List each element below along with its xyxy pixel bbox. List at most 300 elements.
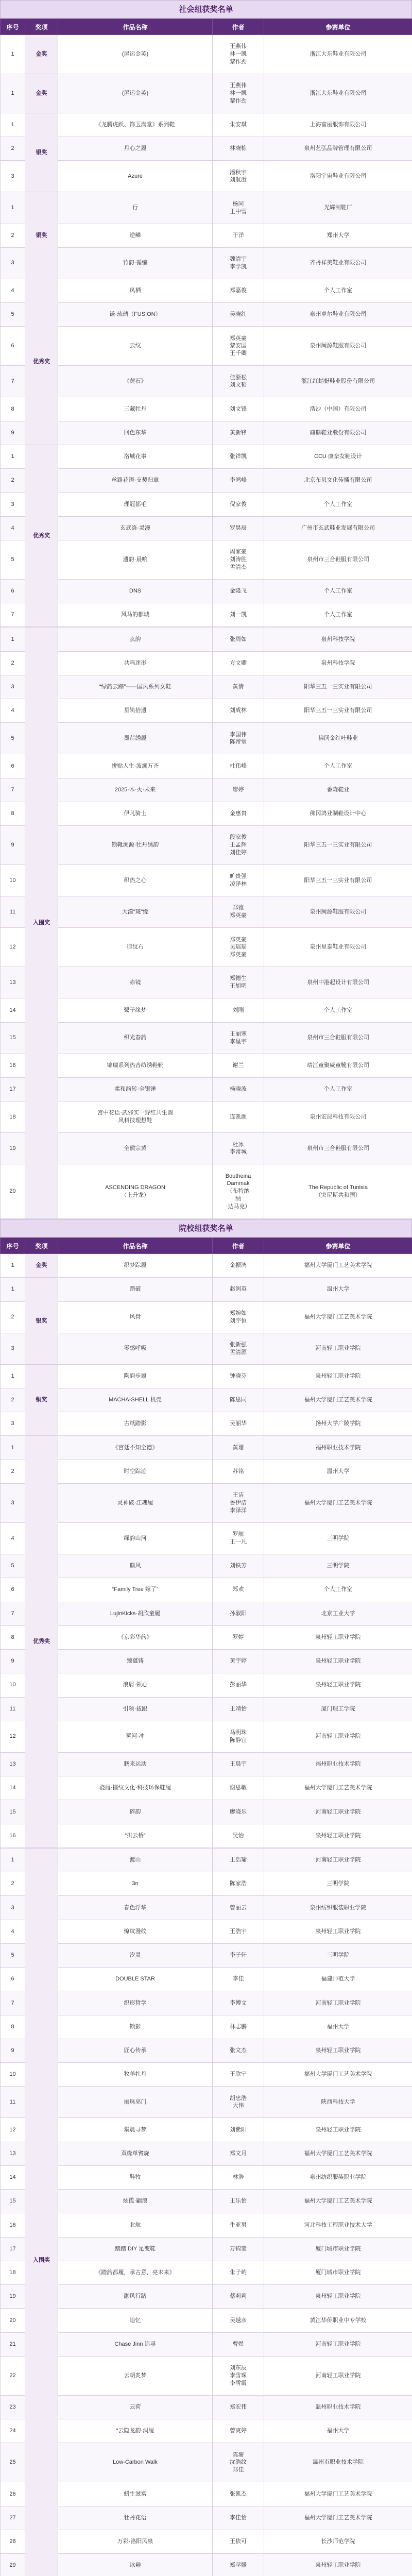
table-row bbox=[1, 2309, 412, 2332]
work-title: 竹韵·循编 bbox=[58, 247, 213, 279]
author: 张周如 bbox=[213, 628, 264, 651]
row-index: 16 bbox=[1, 2213, 25, 2237]
table-row bbox=[1, 865, 412, 896]
award-level: 金奖 bbox=[25, 35, 58, 74]
table-row bbox=[1, 1991, 412, 2015]
author: 王浩瑜 bbox=[213, 1848, 264, 1872]
table-row bbox=[1, 540, 412, 579]
organization: 泉州轻工职业学院 bbox=[264, 2554, 412, 2576]
work-title: “云隐龙韵·洞履 bbox=[58, 2419, 213, 2443]
column-header: 参赛单位 bbox=[264, 19, 412, 35]
table-row bbox=[1, 1650, 412, 1673]
work-title: 零感呼吸 bbox=[58, 1333, 213, 1364]
author: 罗航 王一凡 bbox=[213, 1522, 264, 1554]
column-header: 奖项 bbox=[25, 19, 58, 35]
work-title: 行 bbox=[58, 192, 213, 224]
row-index: 9 bbox=[1, 2039, 25, 2062]
organization: 河南轻工职业学院 bbox=[264, 1991, 412, 2015]
organization: 福州大学厦门工艺美术学院 bbox=[264, 2063, 412, 2087]
work-title: 律纹石 bbox=[58, 928, 213, 967]
author: 张新强 孟清源 bbox=[213, 1333, 264, 1364]
author: 吴怡 bbox=[213, 1824, 264, 1848]
section-title: 院校组获奖名单 bbox=[0, 1219, 412, 1238]
work-title: 鞋牧 bbox=[58, 2165, 213, 2189]
work-title: 骁履·擂纹文化·科技环保鞋履 bbox=[58, 1776, 213, 1800]
row-index: 6 bbox=[1, 579, 25, 603]
award-level: 入围奖 bbox=[25, 628, 58, 1219]
author: 连凯颜 bbox=[213, 1101, 264, 1133]
row-index: 3 bbox=[1, 1333, 25, 1364]
table-row bbox=[1, 1896, 412, 1920]
row-index: 5 bbox=[1, 303, 25, 327]
column-header: 序号 bbox=[1, 1238, 25, 1254]
award-level: 铜奖 bbox=[25, 1364, 58, 1436]
organization: 泉州轻工职业学院 bbox=[264, 1920, 412, 1943]
author: 王欣宁 bbox=[213, 2063, 264, 2087]
table-row bbox=[1, 2142, 412, 2165]
row-index: 25 bbox=[1, 2443, 25, 2482]
work-title: 丹心之履 bbox=[58, 137, 213, 161]
author: 郑嘉俊 bbox=[213, 279, 264, 302]
author: 周家豪 刘涛胜 孟清杰 bbox=[213, 540, 264, 579]
table-row bbox=[1, 628, 412, 651]
author: 吴晓红 bbox=[213, 303, 264, 327]
table-row bbox=[1, 1752, 412, 1776]
row-index: 1 bbox=[1, 1436, 25, 1460]
table-row bbox=[1, 1602, 412, 1625]
column-header: 奖项 bbox=[25, 1238, 58, 1254]
row-index: 8 bbox=[1, 1625, 25, 1649]
row-index: 2 bbox=[1, 137, 25, 161]
author: 王丽寒 李星宇 bbox=[213, 1022, 264, 1054]
author: 谢兰 bbox=[213, 1054, 264, 1077]
table-row bbox=[1, 2118, 412, 2142]
organization: 浙江红蜻蜓鞋业股份有限公司 bbox=[264, 366, 412, 397]
row-index: 1 bbox=[1, 628, 25, 651]
work-title: 集晨寻梦 bbox=[58, 2118, 213, 2142]
table-row bbox=[1, 2506, 412, 2530]
row-index: 1 bbox=[1, 35, 25, 74]
organization: 佛冈金红叶鞋业 bbox=[264, 723, 412, 754]
row-index: 5 bbox=[1, 1943, 25, 1967]
organization: 泉州卓尔鞋业有限公司 bbox=[264, 303, 412, 327]
organization: 泉州闽源鞋服有限公司 bbox=[264, 896, 412, 928]
work-title: LujinKicks·胡欣童履 bbox=[58, 1602, 213, 1625]
table-row bbox=[1, 2395, 412, 2419]
award-level: 银奖 bbox=[25, 113, 58, 192]
author: 赵润英 bbox=[213, 1278, 264, 1301]
row-index: 3 bbox=[1, 1483, 25, 1522]
organization: 温州大学 bbox=[264, 1460, 412, 1483]
work-title: 时空踪迹 bbox=[58, 1460, 213, 1483]
row-index: 1 bbox=[1, 1848, 25, 1872]
section-title: 社会组获奖名单 bbox=[0, 0, 412, 19]
table-row bbox=[1, 826, 412, 865]
organization: 番森鞋业 bbox=[264, 778, 412, 802]
row-index: 26 bbox=[1, 2482, 25, 2506]
table-row bbox=[1, 2332, 412, 2356]
author: 李鸿峰 bbox=[213, 469, 264, 493]
table-row bbox=[1, 137, 412, 161]
work-title: 织形哲学 bbox=[58, 1991, 213, 2015]
work-title: 臻蕴铸 bbox=[58, 1650, 213, 1673]
row-index: 7 bbox=[1, 1991, 25, 2015]
organization: 福州大学厦门工艺美术学院 bbox=[264, 1301, 412, 1333]
work-title: 《踏韵都履，承古意，亮未来》 bbox=[58, 2261, 213, 2284]
work-title: 锦瑞系列热音纺绣鞋靴 bbox=[58, 1054, 213, 1077]
table-row bbox=[1, 1133, 412, 1164]
work-title: 云朝炙梦 bbox=[58, 2356, 213, 2395]
row-index: 10 bbox=[1, 2063, 25, 2087]
row-index: 20 bbox=[1, 2309, 25, 2332]
work-title: 追忆 bbox=[58, 2309, 213, 2332]
table-row bbox=[1, 1388, 412, 1412]
row-index: 11 bbox=[1, 1697, 25, 1721]
author: 李佳怡 bbox=[213, 2506, 264, 2530]
table-row bbox=[1, 366, 412, 397]
table-row bbox=[1, 1625, 412, 1649]
work-title: 灵神破·江魂履 bbox=[58, 1483, 213, 1522]
organization: 陕西科技大学 bbox=[264, 2087, 412, 2118]
organization: 福州大学 bbox=[264, 2015, 412, 2039]
table-row bbox=[1, 754, 412, 778]
work-title: 伊凡骑士 bbox=[58, 802, 213, 825]
row-index: 14 bbox=[1, 2165, 25, 2189]
author: 马明珠 陈静宜 bbox=[213, 1721, 264, 1752]
work-title: 织光春韵 bbox=[58, 1022, 213, 1054]
organization: 厦门城市职业学院 bbox=[264, 2261, 412, 2284]
author: 杜冰 李常城 bbox=[213, 1133, 264, 1164]
row-index: 2 bbox=[1, 1301, 25, 1333]
work-title: 织梦踪履 bbox=[58, 1254, 213, 1278]
work-title: 鼎风 bbox=[58, 1554, 213, 1578]
organization: 浙江大东鞋业有限公司 bbox=[264, 74, 412, 113]
author: 蔡莉莉 bbox=[213, 2285, 264, 2309]
work-title: 汐灵 bbox=[58, 1943, 213, 1967]
author: 刘紫阳 bbox=[213, 2118, 264, 2142]
table-row bbox=[1, 1776, 412, 1800]
row-index: 15 bbox=[1, 2190, 25, 2213]
table-row bbox=[1, 1673, 412, 1697]
row-index: 13 bbox=[1, 2142, 25, 2165]
table-row bbox=[1, 1483, 412, 1522]
work-title: 鹏来运动 bbox=[58, 1752, 213, 1776]
row-index: 18 bbox=[1, 2261, 25, 2284]
author: 金惠贵 bbox=[213, 802, 264, 825]
table-row bbox=[1, 2285, 412, 2309]
row-index: 13 bbox=[1, 1752, 25, 1776]
table-row bbox=[1, 279, 412, 302]
author: 罗婷 bbox=[213, 1625, 264, 1649]
table-row bbox=[1, 998, 412, 1022]
table-row bbox=[1, 1872, 412, 1896]
author: 廖晓乐 bbox=[213, 1800, 264, 1824]
author: 郑欢 bbox=[213, 1578, 264, 1602]
table-header-row bbox=[1, 19, 412, 35]
table-row bbox=[1, 603, 412, 627]
organization: 福州职业技术学院 bbox=[264, 1436, 412, 1460]
table-row bbox=[1, 113, 412, 137]
table-row bbox=[1, 1301, 412, 1333]
work-title: MACHA-SHELL 机壳 bbox=[58, 1388, 213, 1412]
author: 李国伟 陈帝堂 bbox=[213, 723, 264, 754]
row-index: 10 bbox=[1, 865, 25, 896]
table-row bbox=[1, 2419, 412, 2443]
organization: 泉州纺织服装职业学院 bbox=[264, 1896, 412, 1920]
organization: 温州职业技术学院 bbox=[264, 2395, 412, 2419]
organization: 扬州大学广陵学院 bbox=[264, 1412, 412, 1436]
organization: 泉州市三合鞋服有限公司 bbox=[264, 540, 412, 579]
organization: 泉州闽源鞋服有限公司 bbox=[264, 327, 412, 366]
organization: 河南轻工职业学院 bbox=[264, 1333, 412, 1364]
organization: 福州大学厦门工艺美术学院 bbox=[264, 1483, 412, 1522]
author: 王洁 鲁伊洁 李泽洋 bbox=[213, 1483, 264, 1522]
organization: 个人工作室 bbox=[264, 1578, 412, 1602]
table-row bbox=[1, 1164, 412, 1219]
work-title: 匠心传承 bbox=[58, 2039, 213, 2062]
row-index: 13 bbox=[1, 967, 25, 998]
organization: 福州职业技术学院 bbox=[264, 1752, 412, 1776]
author: 朱安琪 bbox=[213, 113, 264, 137]
author: 曹煜 bbox=[213, 2332, 264, 2356]
author: 王晨宇 bbox=[213, 1752, 264, 1776]
table-row bbox=[1, 1943, 412, 1967]
work-title: 宫中花语·武邪实一野红共生圆 风科技理想鞋 bbox=[58, 1101, 213, 1133]
organization: 北京布贝文化传播有限公司 bbox=[264, 469, 412, 493]
award-level: 入围奖 bbox=[25, 1848, 58, 2576]
table-row bbox=[1, 2063, 412, 2087]
author: 段家俊 王孟辉 刘佳婷 bbox=[213, 826, 264, 865]
work-title: 共鸣迷形 bbox=[58, 651, 213, 675]
organization: 福州大学厦门工艺美术学院 bbox=[264, 1776, 412, 1800]
row-index: 6 bbox=[1, 327, 25, 366]
award-table bbox=[0, 1848, 412, 2576]
organization: 泉州轻工职业学院 bbox=[264, 1364, 412, 1388]
work-title: 渡山 bbox=[58, 1848, 213, 1872]
row-index: 3 bbox=[1, 675, 25, 699]
table-row bbox=[1, 469, 412, 493]
work-title: 古纸踏影 bbox=[58, 1412, 213, 1436]
table-row bbox=[1, 1824, 412, 1848]
work-title: 拼贴人生·波澜万齐 bbox=[58, 754, 213, 778]
row-index: 24 bbox=[1, 2419, 25, 2443]
organization: 浩沙（中国）有限公司 bbox=[264, 397, 412, 421]
author: 郑文月 bbox=[213, 2142, 264, 2165]
work-title: Low-Carbon Walk bbox=[58, 2443, 213, 2482]
author: 陈家浩 bbox=[213, 1872, 264, 1896]
table-row bbox=[1, 1054, 412, 1077]
author: 刘刚 bbox=[213, 998, 264, 1022]
row-index: 11 bbox=[1, 2087, 25, 2118]
author: 倪家俊 bbox=[213, 493, 264, 516]
organization: 温州大学 bbox=[264, 1278, 412, 1301]
author: 刘东辰 李雪琛 李雪霞 bbox=[213, 2356, 264, 2395]
author: 朱子屿 bbox=[213, 2261, 264, 2284]
author: 吴越彦 bbox=[213, 2309, 264, 2332]
table-row bbox=[1, 224, 412, 247]
work-title: 碎韵 bbox=[58, 1800, 213, 1824]
table-row bbox=[1, 74, 412, 113]
organization: 浙江大东鞋业有限公司 bbox=[264, 35, 412, 74]
organization: 厦门城市职业学院 bbox=[264, 2237, 412, 2261]
column-header: 作者 bbox=[213, 1238, 264, 1254]
row-index: 6 bbox=[1, 1578, 25, 1602]
author: 廖婷 bbox=[213, 778, 264, 802]
table-row bbox=[1, 192, 412, 224]
table-row bbox=[1, 579, 412, 603]
row-index: 16 bbox=[1, 1054, 25, 1077]
work-title: 织热之心 bbox=[58, 865, 213, 896]
table-row bbox=[1, 2237, 412, 2261]
organization: 河南轻工职业学院 bbox=[264, 1800, 412, 1824]
row-index: 12 bbox=[1, 1721, 25, 1752]
table-row bbox=[1, 896, 412, 928]
row-index: 1 bbox=[1, 113, 25, 137]
table-row bbox=[1, 2087, 412, 2118]
author: 苏铭 bbox=[213, 1460, 264, 1483]
author: 张文杰 bbox=[213, 2039, 264, 2062]
author: 吴丽华 bbox=[213, 1412, 264, 1436]
table-row bbox=[1, 1800, 412, 1824]
row-index: 2 bbox=[1, 1388, 25, 1412]
table-row bbox=[1, 1278, 412, 1301]
row-index: 7 bbox=[1, 1602, 25, 1625]
row-index: 3 bbox=[1, 247, 25, 279]
table-row bbox=[1, 327, 412, 366]
work-title: 鹭子缘梦 bbox=[58, 998, 213, 1022]
author: 李佳 bbox=[213, 1968, 264, 1991]
row-index: 3 bbox=[1, 1896, 25, 1920]
work-title: 《龙腾虎跃、饰玉满堂》系列鞋 bbox=[58, 113, 213, 137]
row-index: 23 bbox=[1, 2395, 25, 2419]
table-row bbox=[1, 967, 412, 998]
organization: 福州大学 bbox=[264, 2419, 412, 2443]
table-row bbox=[1, 421, 412, 445]
table-row bbox=[1, 1968, 412, 1991]
award-level: 优秀奖 bbox=[25, 279, 58, 445]
author: 郑宏伟 bbox=[213, 2395, 264, 2419]
author: 牛亚男 bbox=[213, 2213, 264, 2237]
organization: 黄江华侨职业中专学校 bbox=[264, 2309, 412, 2332]
work-title: 蜡生滋富 bbox=[58, 2482, 213, 2506]
row-index: 4 bbox=[1, 1920, 25, 1943]
table-row bbox=[1, 1697, 412, 1721]
column-header: 作品名称 bbox=[58, 19, 213, 35]
organization: 泉州市三合鞋服有限公司 bbox=[264, 1133, 412, 1164]
table-row bbox=[1, 1101, 412, 1133]
table-row bbox=[1, 303, 412, 327]
organization: 北京工业大学 bbox=[264, 1602, 412, 1625]
row-index: 12 bbox=[1, 928, 25, 967]
column-header: 作品名称 bbox=[58, 1238, 213, 1254]
organization: 泉州轻工职业学院 bbox=[264, 1824, 412, 1848]
organization: The Republic of Tunisia （突尼斯共和国） bbox=[264, 1164, 412, 1219]
author: 钟晓芬 bbox=[213, 1364, 264, 1388]
author: 胡忠浩 大伟 bbox=[213, 2087, 264, 2118]
award-table bbox=[0, 627, 412, 1219]
row-index: 2 bbox=[1, 1460, 25, 1483]
organization: 上海富丽服饰有限公司 bbox=[264, 113, 412, 137]
table-row bbox=[1, 1077, 412, 1101]
organization: 温州市职业技术学院 bbox=[264, 2443, 412, 2482]
author: 张祥凯 bbox=[213, 445, 264, 468]
work-title: 逆鳞 bbox=[58, 224, 213, 247]
work-title: 风马的都城 bbox=[58, 603, 213, 627]
table-row bbox=[1, 1412, 412, 1436]
table-row bbox=[1, 1333, 412, 1364]
organization: 泉州纺织服装职业学院 bbox=[264, 2165, 412, 2189]
author: 李博文 bbox=[213, 1991, 264, 2015]
author: 郑苹媛 bbox=[213, 2554, 264, 2576]
organization: 阳华三五一三实业有限公司 bbox=[264, 826, 412, 865]
work-title: 《黄石》 bbox=[58, 366, 213, 397]
table-row bbox=[1, 699, 412, 723]
row-index: 4 bbox=[1, 279, 25, 302]
table-row bbox=[1, 1522, 412, 1554]
work-title: 玄韵 bbox=[58, 628, 213, 651]
organization: 福州大学厦门工艺美术学院 bbox=[264, 2506, 412, 2530]
row-index: 10 bbox=[1, 1673, 25, 1697]
table-row bbox=[1, 516, 412, 540]
row-index: 7 bbox=[1, 778, 25, 802]
author: 林志鹏 bbox=[213, 2015, 264, 2039]
row-index: 9 bbox=[1, 421, 25, 445]
organization: 三明学院 bbox=[264, 1872, 412, 1896]
author: 彭丽华 bbox=[213, 1673, 264, 1697]
work-title: “Family Tree 嫁了” bbox=[58, 1578, 213, 1602]
work-title: 云荷 bbox=[58, 2395, 213, 2419]
row-index: 3 bbox=[1, 493, 25, 516]
organization: 长沙师范学院 bbox=[264, 2530, 412, 2553]
author: 曾爽婷 bbox=[213, 2419, 264, 2443]
table-row bbox=[1, 778, 412, 802]
author: 金振鸿 bbox=[213, 1254, 264, 1278]
work-title: 《京彩华韵》 bbox=[58, 1625, 213, 1649]
work-title: 回色东华 bbox=[58, 421, 213, 445]
author: 杜伟峰 bbox=[213, 754, 264, 778]
row-index: 15 bbox=[1, 1800, 25, 1824]
organization: 个人工作室 bbox=[264, 754, 412, 778]
row-index: 8 bbox=[1, 2015, 25, 2039]
work-title: ASCENDING DRAGON （上升龙） bbox=[58, 1164, 213, 1219]
column-header: 序号 bbox=[1, 19, 25, 35]
work-title: 万彩·洛阳风泉 bbox=[58, 2530, 213, 2553]
table-row bbox=[1, 1022, 412, 1054]
work-title: 锁靴溯源·牡丹绣韵 bbox=[58, 826, 213, 865]
work-title: 星轨拾遗 bbox=[58, 699, 213, 723]
table-row bbox=[1, 1920, 412, 1943]
work-title: 双缘单臂旋 bbox=[58, 2142, 213, 2165]
table-row bbox=[1, 2039, 412, 2062]
row-index: 28 bbox=[1, 2530, 25, 2553]
author: 王乐怡 bbox=[213, 2190, 264, 2213]
organization: 泉州轻工职业学院 bbox=[264, 2285, 412, 2309]
author: 郑德生 王旭明 bbox=[213, 967, 264, 998]
work-title: 春色浮华 bbox=[58, 1896, 213, 1920]
organization: 泉州市三合鞋服有限公司 bbox=[264, 1022, 412, 1054]
row-index: 1 bbox=[1, 445, 25, 468]
author: 郑婉如 刘宇恒 bbox=[213, 1301, 264, 1333]
work-title: 牡丹花语 bbox=[58, 2506, 213, 2530]
table-row bbox=[1, 2015, 412, 2039]
author: 杨晓波 bbox=[213, 1077, 264, 1101]
row-index: 14 bbox=[1, 1776, 25, 1800]
award-level: 银奖 bbox=[25, 1278, 58, 1364]
organization: 三明学院 bbox=[264, 1554, 412, 1578]
organization: 福州大学厦门工艺美术学院 bbox=[264, 2190, 412, 2213]
author: 谢思敏 bbox=[213, 1776, 264, 1800]
author: 潘秋宇 刘航澄 bbox=[213, 161, 264, 192]
